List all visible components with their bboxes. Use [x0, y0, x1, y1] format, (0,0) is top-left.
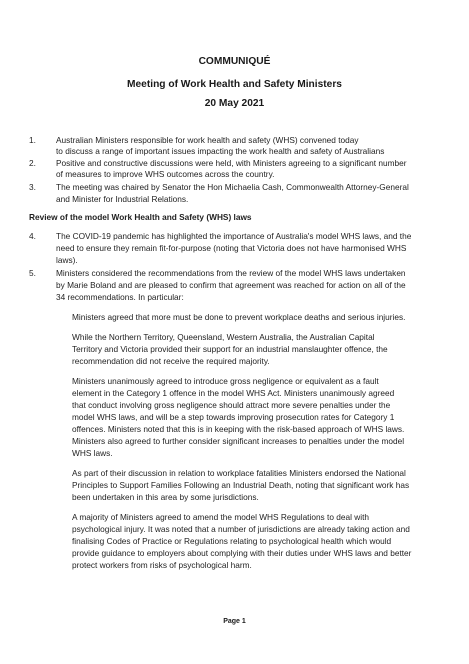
- item-number: 4.: [29, 231, 36, 241]
- item-line: Ministers considered the recommendations from the review of the model WHS laws undertaken: [56, 268, 406, 278]
- sub-paragraph-line: As part of their discussion in relation to workplace fatalities Ministers endorsed the National: [72, 468, 406, 478]
- sub-paragraph-line: provide guidance to employers about complying with their duties under WHS laws and better: [72, 548, 412, 558]
- document-subtitle: Meeting of Work Health and Safety Ministers: [127, 79, 342, 90]
- sub-paragraph-line: finalising Codes of Practice or Regulations relating to psychological health which would: [72, 536, 392, 546]
- sub-paragraph-line: Ministers agreed that more must be done to prevent workplace deaths and serious injuries.: [72, 312, 406, 322]
- sub-paragraph-line: Ministers also agreed to further consider significant increases to penalties under the model: [72, 436, 405, 446]
- item-number: 2.: [29, 158, 36, 168]
- sub-paragraph-line: offences. Ministers noted that this is in keeping with the risk-based approach of WHS laws.: [72, 424, 405, 434]
- sub-paragraph-line: A majority of Ministers agreed to amend the model WHS Regulations to deal with: [72, 512, 369, 522]
- page-number: Page 1: [223, 618, 246, 625]
- sub-paragraph-line: that conduct involving gross negligence should attract more severe penalties under the: [72, 400, 391, 410]
- document-title: COMMUNIQUÉ: [198, 56, 271, 67]
- item-number: 1.: [29, 135, 36, 145]
- sub-paragraph-line: been undertaken in this area by some jurisdictions.: [72, 492, 259, 502]
- sub-paragraph-line: psychological injury. It was noted that a number of jurisdictions are already taking action and: [72, 524, 410, 534]
- sub-paragraph-line: While the Northern Territory, Queensland, Western Australia, the Australian Capital: [72, 332, 375, 342]
- section-heading: Review of the model Work Health and Safety (WHS) laws: [29, 212, 252, 222]
- item-line: by Marie Boland and are pleased to confirm that agreement was reached for action on all of the: [56, 280, 406, 290]
- item-line: and Minister for Industrial Relations.: [56, 194, 189, 204]
- sub-paragraph-line: WHS laws.: [72, 448, 113, 458]
- item-line: laws).: [56, 255, 78, 265]
- item-line: 34 recommendations. In particular:: [56, 292, 184, 302]
- item-line: Positive and constructive discussions were held, with Ministers agreeing to a significant number: [56, 158, 407, 168]
- document-date: 20 May 2021: [204, 98, 265, 109]
- sub-paragraph-line: Ministers unanimously agreed to introduce gross negligence or equivalent as a fault: [72, 376, 379, 386]
- item-line: The COVID-19 pandemic has highlighted the importance of Australia's model WHS laws, and the: [56, 231, 412, 241]
- item-line: need to ensure they remain fit-for-purpose (noting that Victoria does not have harmonised WHS: [56, 243, 407, 253]
- sub-paragraph-line: Principles to Support Families Following an Industrial Death, noting that significant work has: [72, 480, 410, 490]
- sub-paragraph-line: protect workers from risks of psychological harm.: [72, 560, 252, 570]
- item-line: Australian Ministers responsible for work health and safety (WHS) convened today: [56, 135, 359, 145]
- sub-paragraph-line: recommendation did not receive the required majority.: [72, 356, 270, 366]
- item-line: of measures to improve WHS outcomes across the country.: [56, 169, 275, 179]
- item-line: to discuss a range of important issues impacting the work health and safety of Australians: [56, 146, 385, 156]
- sub-paragraph-line: element in the Category 1 offence in the model WHS Act. Ministers unanimously agreed: [72, 388, 395, 398]
- item-number: 3.: [29, 182, 36, 192]
- item-number: 5.: [29, 268, 36, 278]
- sub-paragraph-line: Territory and Victoria provided their support for an industrial manslaughter offence, the: [72, 344, 388, 354]
- sub-paragraph-line: model WHS laws, and will be a step towards improving prosecution rates for Category 1: [72, 412, 395, 422]
- item-line: The meeting was chaired by Senator the Hon Michaelia Cash, Commonwealth Attorney-General: [56, 182, 409, 192]
